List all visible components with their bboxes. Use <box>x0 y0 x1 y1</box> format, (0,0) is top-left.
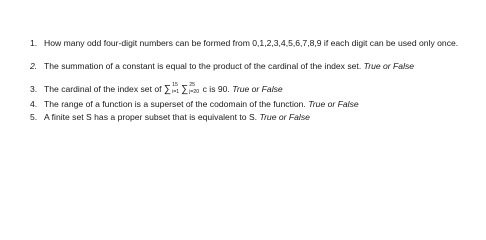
question-text: The range of a function is a superset of the codomain of the function. <box>44 99 306 109</box>
question-number: 4. <box>30 99 38 109</box>
question-text-before: The cardinal of the index set of <box>44 84 162 94</box>
question-number: 3. <box>30 84 38 94</box>
question-body <box>44 112 464 123</box>
summation-symbol-1: ∑ <box>163 84 172 95</box>
double-summation <box>164 84 200 94</box>
question-body <box>44 84 464 95</box>
summation-lower-1: i=1 <box>172 89 180 95</box>
summation-limits-2 <box>189 84 200 95</box>
question-number: 5. <box>30 112 38 122</box>
question-text: The summation of a constant is equal to the product of the cardinal of the index set. <box>44 61 362 71</box>
question-number: 2. <box>30 61 38 71</box>
summation-lower-2: j=20 <box>189 89 200 95</box>
question-text: A finite set S has a proper subset that is equivalent to S. <box>44 112 258 122</box>
question-body <box>44 61 464 72</box>
summation-upper-2: 25 <box>189 82 195 88</box>
true-false-tag: True or False <box>308 99 359 109</box>
question-body <box>44 99 464 110</box>
question-text: How many odd four-digit numbers can be formed from 0,1,2,3,4,5,6,7,8,9 if each digit can be used only once. <box>44 38 459 48</box>
question-text-after: c is 90. <box>202 84 230 94</box>
true-false-tag: True or False <box>232 84 283 94</box>
true-false-tag: True or False <box>259 112 310 122</box>
true-false-tag: True or False <box>363 61 415 71</box>
summation-upper-1: 15 <box>172 82 178 88</box>
question-number: 1. <box>30 38 38 48</box>
summation-limits-1 <box>172 84 181 95</box>
summation-symbol-2: ∑ <box>181 84 189 95</box>
